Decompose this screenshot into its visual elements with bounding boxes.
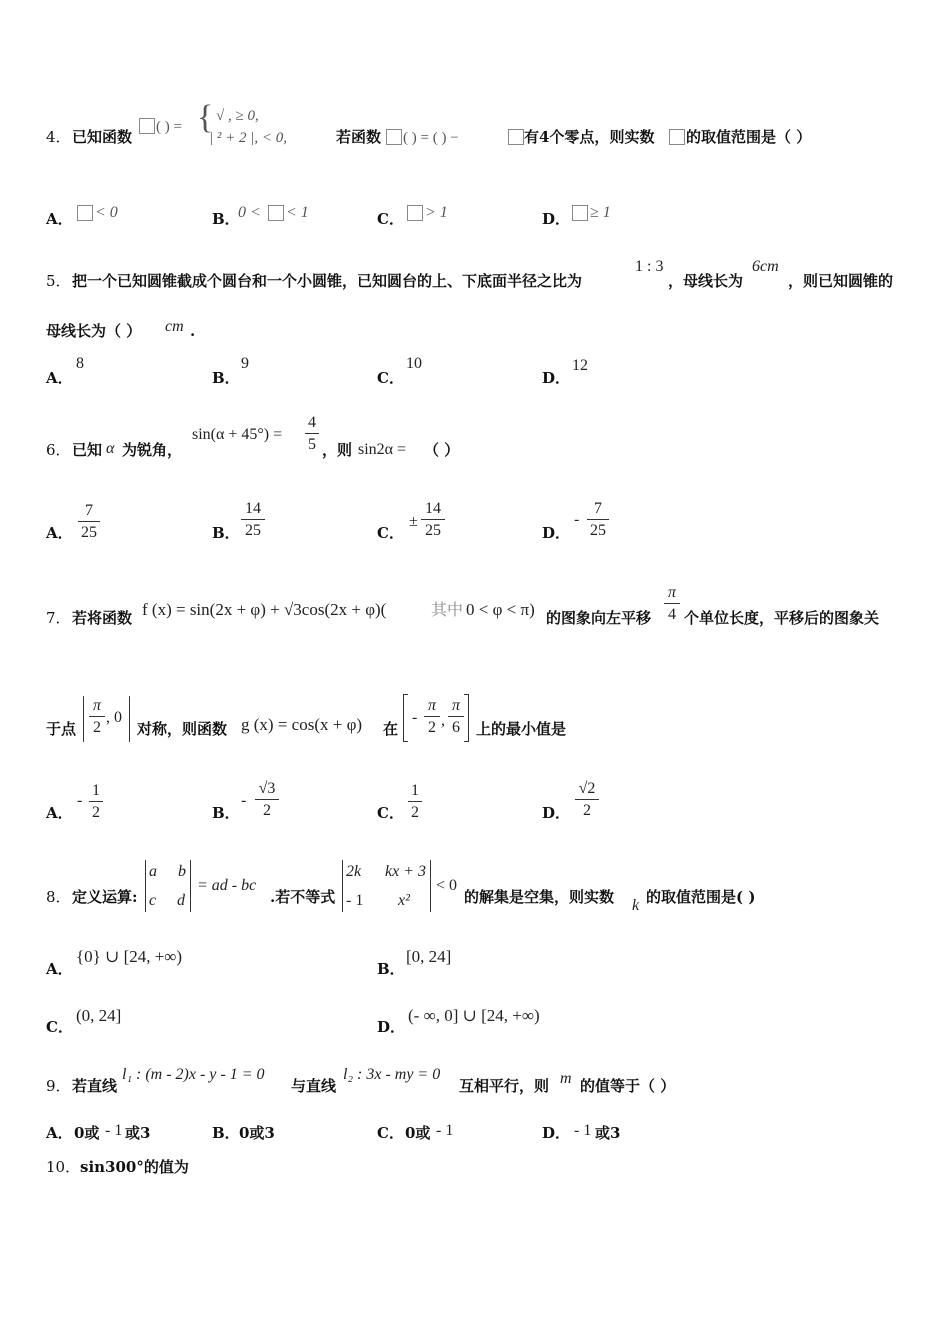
g-function: g (x) = cos(x + φ) [241, 715, 363, 734]
question-stem: 母线长为（ ） [46, 322, 142, 340]
option-math: - 1 [105, 1122, 123, 1139]
paren-right [129, 696, 130, 742]
question-stem: 为锐角， [122, 441, 183, 459]
given-equation: sin(α + 45°) = [192, 426, 283, 443]
ratio-value: 1 : 3 [635, 258, 664, 275]
option-label: D． [377, 1018, 406, 1036]
option-label: B． [212, 210, 240, 228]
note-text: 其中 [431, 602, 464, 619]
det-cell: a [149, 863, 157, 880]
option-label: C． [377, 369, 404, 387]
option-label: B． [377, 960, 405, 978]
det-cell: - 1 [346, 892, 364, 909]
option-label: C． [377, 524, 404, 542]
option-text: 0或 [405, 1124, 431, 1142]
question-stem: 上的最小值是 [476, 720, 567, 738]
fraction: $\frac{√3}{2}$ [255, 780, 279, 820]
question-stem: 的取值范围是（ ） [686, 128, 812, 146]
option-label: C． [46, 1018, 73, 1036]
option-label: C． [377, 210, 404, 228]
question-stem: 的取值范围是( ) [646, 888, 756, 906]
placeholder-glyph [407, 205, 423, 221]
question-stem: 的解集是空集，则实数 [464, 888, 615, 906]
question-number: 6． [46, 441, 71, 459]
option-text: 0或3 [239, 1124, 275, 1142]
question-stem: 互相平行，则 [459, 1077, 550, 1095]
option-label: A． [46, 369, 73, 387]
option-text: 或3 [595, 1124, 621, 1142]
option-label: A． [46, 960, 73, 978]
det-rhs: < 0 [436, 877, 458, 894]
placeholder-glyph [77, 205, 93, 221]
fraction: $\frac{1}{2}$ [408, 782, 422, 822]
option-label: A． [46, 804, 73, 822]
option-label: C． [377, 804, 404, 822]
option-value: 12 [572, 357, 588, 374]
option-label: A． [46, 1124, 73, 1142]
question-number: 7． [46, 609, 71, 627]
option-label: D． [542, 524, 571, 542]
piecewise-line-2: | ² + 2 |, < 0, [209, 130, 287, 146]
question-stem: 若直线 [72, 1077, 118, 1095]
option-value: > 1 [425, 204, 448, 221]
question-stem: .若不等式 [270, 888, 336, 906]
det-cell: kx + 3 [385, 863, 426, 880]
piecewise-line-1: √ , ≥ 0, [216, 108, 259, 124]
question-stem: 的图象向左平移 [546, 609, 652, 627]
placeholder-glyph [139, 118, 155, 134]
option-label: C． [377, 1124, 404, 1142]
fraction: $\frac{7}{25}$ [587, 500, 609, 540]
question-stem: sin300°的值为 [80, 1158, 189, 1176]
comma: , [441, 712, 445, 729]
det-cell: d [177, 892, 185, 909]
placeholder-glyph [268, 205, 284, 221]
fraction: $\frac{\pi}{6}$ [448, 697, 464, 737]
sign: - [77, 792, 83, 809]
fraction: $\frac{√2}{2}$ [575, 780, 599, 820]
sign: - [412, 709, 418, 726]
placeholder-glyph [508, 129, 524, 145]
option-label: B． [212, 524, 240, 542]
question-stem: 的值等于（ ） [580, 1077, 676, 1095]
question-stem: ，则 [322, 441, 353, 459]
question-stem: 与直线 [291, 1077, 337, 1095]
det-cell: x² [398, 892, 410, 909]
placeholder-glyph [386, 129, 402, 145]
g-expression: ( ) = ( ) − [403, 130, 459, 146]
det-bar-left [145, 860, 146, 912]
option-label: A． [46, 524, 73, 542]
fraction: $\frac{\pi}{4}$ [664, 584, 680, 624]
option-text: 或3 [125, 1124, 151, 1142]
line-l2: l₂ : 3x - my = 0 [343, 1066, 441, 1083]
sign: - [574, 511, 580, 528]
sign: - [241, 792, 247, 809]
option-label: D． [542, 369, 571, 387]
option-label: B． [212, 369, 240, 387]
det-bar-left [342, 860, 343, 912]
question-stem: 已知函数 [72, 128, 133, 146]
question-stem: ，则已知圆锥的 [788, 272, 894, 290]
bracket-right-bottom [464, 741, 469, 742]
length-value: 6cm [752, 258, 779, 275]
bracket-right [468, 694, 469, 742]
option-value: ≥ 1 [590, 204, 611, 221]
piecewise-brace: { [197, 99, 214, 136]
option-text: 0或 [74, 1124, 100, 1142]
bracket-left-top [403, 694, 408, 695]
fraction: $\frac{1}{2}$ [89, 782, 103, 822]
fraction: $\frac{14}{25}$ [241, 500, 265, 540]
option-label: D． [542, 210, 571, 228]
question-stem: 有4个零点，则实数 [524, 128, 655, 146]
det-rhs: = ad - bc [197, 877, 257, 894]
fraction: $\frac{\pi}{2}$ [424, 697, 440, 737]
option-value: (- ∞, 0] ∪ [24, +∞) [408, 1006, 540, 1025]
fraction: $\frac{7}{25}$ [78, 502, 100, 542]
question-stem: . [190, 322, 196, 340]
bracket-left-bottom [403, 741, 408, 742]
option-label: D． [542, 1124, 571, 1142]
option-value: 0 < [238, 204, 261, 221]
sign: ± [409, 513, 418, 530]
bracket-right-top [464, 694, 469, 695]
option-math: - 1 [574, 1122, 592, 1139]
question-stem: 若函数 [336, 128, 382, 146]
question-stem: 在 [383, 720, 399, 738]
point-rest: , 0 [106, 709, 122, 726]
question-number: 4． [46, 128, 71, 146]
option-value: < 0 [95, 204, 118, 221]
target-expression: sin2α = [358, 441, 407, 458]
option-label: B． [212, 1124, 240, 1142]
bracket-left [403, 694, 404, 742]
option-value: < 1 [286, 204, 309, 221]
question-stem: 对称，则函数 [137, 720, 228, 738]
m-symbol: m [560, 1070, 572, 1087]
option-value: [0, 24] [406, 947, 452, 966]
option-value: 8 [76, 355, 84, 372]
option-value: 9 [241, 355, 249, 372]
question-number: 5． [46, 272, 71, 290]
question-stem: （ ） [424, 441, 460, 459]
alpha-symbol: α [106, 440, 115, 457]
function-expression: f (x) = sin(2x + φ) + √3cos(2x + φ)( [142, 600, 387, 619]
line-l1: l₁ : (m - 2)x - y - 1 = 0 [122, 1066, 265, 1083]
det-cell: 2k [346, 863, 362, 880]
option-value: {0} ∪ [24, +∞) [76, 947, 183, 966]
fraction: $\frac{14}{25}$ [421, 500, 445, 540]
option-label: D． [542, 804, 571, 822]
question-number: 8． [46, 888, 71, 906]
unit: cm [165, 318, 184, 335]
option-value: (0, 24] [76, 1006, 122, 1025]
placeholder-glyph [669, 129, 685, 145]
question-stem: 定义运算: [72, 888, 138, 906]
question-stem: 若将函数 [72, 609, 133, 627]
det-bar-right [190, 860, 191, 912]
fraction: $\frac{4}{5}$ [305, 414, 319, 454]
det-cell: c [149, 892, 157, 909]
condition: 0 < φ < π) [466, 600, 535, 619]
det-cell: b [178, 863, 186, 880]
det-bar-right [430, 860, 431, 912]
question-stem: 于点 [46, 720, 77, 738]
k-symbol: k [632, 897, 640, 914]
question-stem: 个单位长度，平移后的图象关 [684, 609, 880, 627]
fraction: $\frac{\pi}{2}$ [89, 697, 105, 737]
question-stem: 把一个已知圆锥截成个圆台和一个小圆锥，已知圆台的上、下底面半径之比为 [72, 272, 583, 290]
question-number: 10． [46, 1158, 81, 1176]
option-label: A． [46, 210, 73, 228]
option-value: 10 [406, 355, 422, 372]
placeholder-glyph [572, 205, 588, 221]
option-label: B． [212, 804, 240, 822]
question-number: 9． [46, 1077, 71, 1095]
function-lhs: ( ) = [156, 119, 182, 135]
option-math: - 1 [436, 1122, 454, 1139]
paren-left [83, 696, 84, 742]
question-stem: 已知 [72, 441, 103, 459]
question-stem: ，母线长为 [668, 272, 744, 290]
